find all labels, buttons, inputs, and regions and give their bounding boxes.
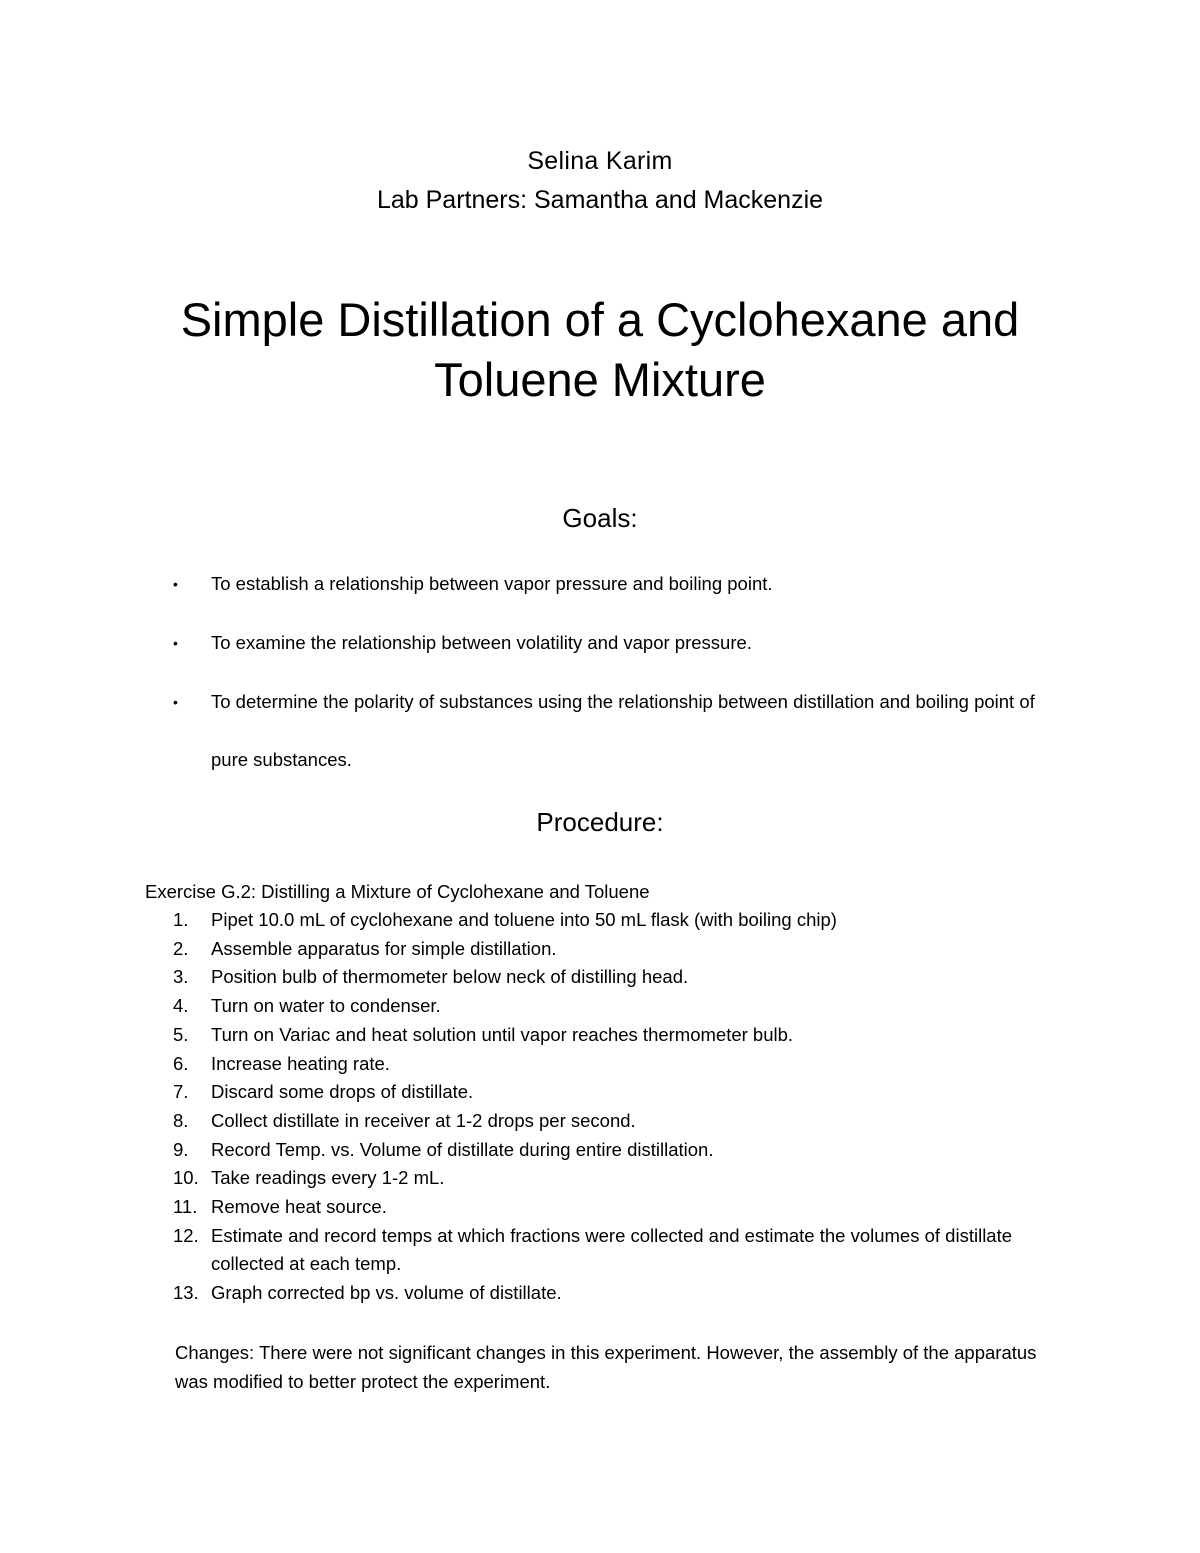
lab-partners: Lab Partners: Samantha and Mackenzie [376,186,824,214]
procedure-step [173,963,1073,992]
bullet-icon: • [173,635,178,651]
title-line-1: Simple Distillation of a Cyclohexane and [180,293,1020,346]
step-text: Record Temp. vs. Volume of distillate during entire distillation. [211,1138,714,1160]
title-line-2: Toluene Mixture [434,353,766,406]
procedure-step [173,935,1073,964]
procedure-step [173,1193,1073,1222]
step-text: Turn on water to condenser. [211,995,441,1017]
step-number: 12. [173,1224,199,1246]
goal-item [173,555,1073,613]
step-number: 11. [173,1196,198,1218]
procedure-heading: Procedure: [536,807,664,837]
step-text: Take readings every 1-2 mL. [211,1167,445,1189]
exercise-title: Exercise G.2: Distilling a Mixture of Cyclohexane and Toluene [145,881,650,902]
goal-item [173,673,1073,789]
bullet-icon: • [173,576,178,592]
step-number: 13. [173,1282,199,1304]
step-text: Turn on Variac and heat solution until vapor reaches thermometer bulb. [211,1023,794,1045]
step-text: Remove heat source. [211,1196,387,1218]
procedure-step [173,1279,1073,1308]
step-number: 7. [173,1081,189,1103]
procedure-step [173,1107,1073,1136]
procedure-step [173,1021,1073,1050]
step-text: Position bulb of thermometer below neck of distilling head. [211,966,689,988]
procedure-steps-list [173,906,1073,1308]
step-number: 8. [173,1109,189,1131]
step-text: Pipet 10.0 mL of cyclohexane and toluene into 50 mL flask (with boiling chip) [211,909,837,930]
procedure-step [173,1050,1073,1079]
procedure-step [173,906,1073,935]
bullet-icon: • [173,694,178,710]
step-number: 10. [173,1167,199,1189]
step-text: Increase heating rate. [211,1052,390,1074]
step-number: 6. [173,1052,189,1074]
step-number: 2. [173,937,189,959]
step-number: 1. [173,909,189,930]
procedure-step [173,992,1073,1021]
step-text: Estimate and record temps at which fractions were collected and estimate the volumes of distillate collected at each temp. [211,1224,1013,1275]
goals-heading: Goals: [562,503,638,533]
changes-paragraph: Changes: There were not significant changes in this experiment. However, the assembly of the apparatus was modified to better protect the experiment. [175,1342,1037,1392]
step-text: Discard some drops of distillate. [211,1081,474,1103]
goal-text: To establish a relationship between vapor pressure and boiling point. [211,573,773,594]
step-number: 5. [173,1023,189,1045]
goal-text: To determine the polarity of substances using the relationship between distillation and boiling point of pure substances. [211,691,1035,770]
document-title [0,290,1200,410]
author-name: Selina Karim [527,147,673,175]
step-number: 4. [173,995,189,1017]
procedure-step [173,1078,1073,1107]
goal-text: To examine the relationship between volatility and vapor pressure. [211,632,752,653]
step-text: Graph corrected bp vs. volume of distillate. [211,1282,562,1304]
procedure-step [173,1164,1073,1193]
step-number: 3. [173,966,189,988]
step-number: 9. [173,1138,189,1160]
procedure-step [173,1136,1073,1165]
procedure-step [173,1222,1073,1279]
goal-item [173,614,1073,672]
step-text: Assemble apparatus for simple distillation. [211,937,557,959]
step-text: Collect distillate in receiver at 1-2 drops per second. [211,1109,636,1131]
